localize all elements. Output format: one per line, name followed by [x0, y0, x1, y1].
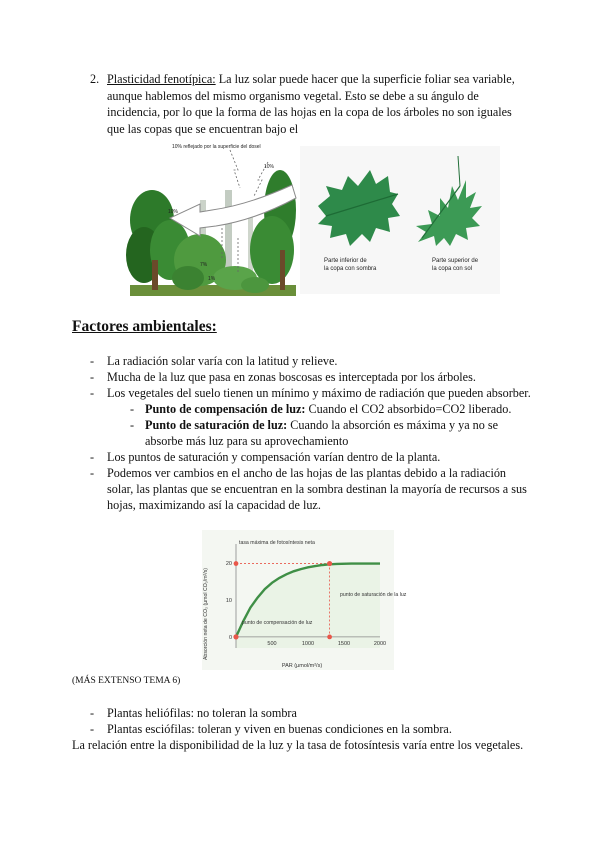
- closing-sentence: La relación entre la disponibilidad de la luz y la tasa de fotosíntesis varía entre los vegetales.: [72, 738, 524, 752]
- list-number: 2.: [90, 72, 100, 86]
- sub-bullet-dash: -: [130, 418, 135, 432]
- max-rate-marker: [234, 561, 239, 566]
- oak-leaves-figure: [300, 146, 500, 294]
- sub-bullet-2-text: Cuando la absorción es máxima y ya no se: [287, 418, 499, 432]
- bullet-3: Los vegetales del suelo tienen un mínimo y máximo de radiación que pueden absorber.: [107, 386, 531, 400]
- bullet-dash: -: [90, 706, 95, 720]
- note-text: (MÁS EXTENSO TEMA 6): [72, 676, 181, 686]
- sub-bullet-dash: -: [130, 402, 135, 416]
- bullet-5-line2: solar, las plantas que se encuentran en la sombra destinan la mayoría de recursos a sus: [107, 482, 527, 496]
- bullet-dash: -: [90, 370, 95, 384]
- y-axis-label: Absorción neta de CO₂ (μmol CO₂/m²/s): [203, 567, 209, 661]
- forest-label-mid: 7%: [200, 262, 208, 268]
- bullet-dash: -: [90, 354, 95, 368]
- plasticity-line3: incidencia, por lo que la forma de las hojas en la copa de los árboles no son iguales: [107, 105, 512, 119]
- bullet-1: La radiación solar varía con la latitud y relieve.: [107, 354, 338, 368]
- bullet-5-line1: Podemos ver cambios en el ancho de las hojas de las plantas debido a la radiación: [107, 466, 507, 480]
- forest-label-left: 10%: [168, 209, 179, 215]
- x-tick-label: 2000: [373, 640, 387, 647]
- x-axis-label: PAR (μmol/m²/s): [281, 663, 323, 669]
- y-tick-label: 0: [228, 634, 232, 641]
- sub-bullet-2: [145, 417, 498, 434]
- sub-bullet-1: [145, 401, 511, 418]
- compensation-point: [233, 634, 238, 639]
- plants-sciophile: Plantas esciófilas: toleran y viven en buenas condiciones en la sombra.: [107, 722, 452, 736]
- bullet-dash: -: [90, 722, 95, 736]
- photosynthesis-chart: [202, 530, 407, 670]
- plasticity-line4: que las copas que se encuentran bajo el: [107, 121, 299, 136]
- section-heading: Factores ambientales:: [72, 318, 217, 335]
- y-tick-label: 20: [225, 560, 232, 567]
- x-tick-label: 1000: [301, 640, 315, 647]
- plasticity-line1: La luz solar puede hacer que la superficie foliar sea variable,: [215, 72, 515, 86]
- term-plasticity: Plasticidad fenotípica:: [107, 72, 216, 86]
- saturation-x-marker: [327, 634, 332, 639]
- leaf-right-caption-2: la copa con sol: [432, 266, 473, 272]
- forest-label-low: 1%: [208, 276, 216, 282]
- forest-label-right: 10%: [264, 164, 275, 170]
- forest-canopy-figure: [130, 140, 296, 296]
- term-compensation: Punto de compensación de luz:: [145, 402, 306, 416]
- term-saturation: Punto de saturación de luz:: [145, 418, 288, 432]
- annotation-saturation: punto de saturación de la luz: [340, 592, 407, 598]
- x-tick-label: 500: [267, 640, 277, 647]
- bullet-4: Los puntos de saturación y compensación varían dentro de la planta.: [107, 450, 441, 464]
- plasticity-line2: aunque hablemos del mismo organismo vegetal. Esto se debe a su ángulo de: [107, 88, 479, 103]
- paragraph-plasticity: [107, 71, 577, 88]
- bullet-2: Mucha de la luz que pasa en zonas boscosas es interceptada por los árboles.: [107, 370, 476, 384]
- plants-heliophile: Plantas heliófilas: no toleran la sombra: [107, 706, 297, 720]
- saturation-point: [327, 561, 332, 566]
- bullet-dash: -: [90, 450, 95, 464]
- bullet-5-line3: hojas, maximizando así la capacidad de luz.: [107, 498, 321, 512]
- forest-label-top: 10% reflejado por la superficie del dosel: [172, 144, 261, 150]
- bullet-dash: -: [90, 466, 95, 480]
- annotation-compensation: punto de compensación de luz: [242, 620, 313, 626]
- sub-bullet-2-line2: absorbe más luz para su aprovechamiento: [145, 434, 349, 448]
- x-tick-label: 1500: [337, 640, 351, 647]
- bullet-dash: -: [90, 386, 95, 400]
- leaf-left-caption-1: Parte inferior de: [324, 258, 367, 264]
- sub-bullet-1-text: Cuando el CO2 absorbido=CO2 liberado.: [305, 402, 512, 416]
- y-tick-label: 10: [225, 597, 232, 604]
- leaf-left-caption-2: la copa con sombra: [324, 266, 377, 272]
- annotation-max-rate: tasa máxima de fotosíntesis neta: [239, 540, 315, 546]
- leaf-right-caption-1: Parte superior de: [432, 258, 479, 264]
